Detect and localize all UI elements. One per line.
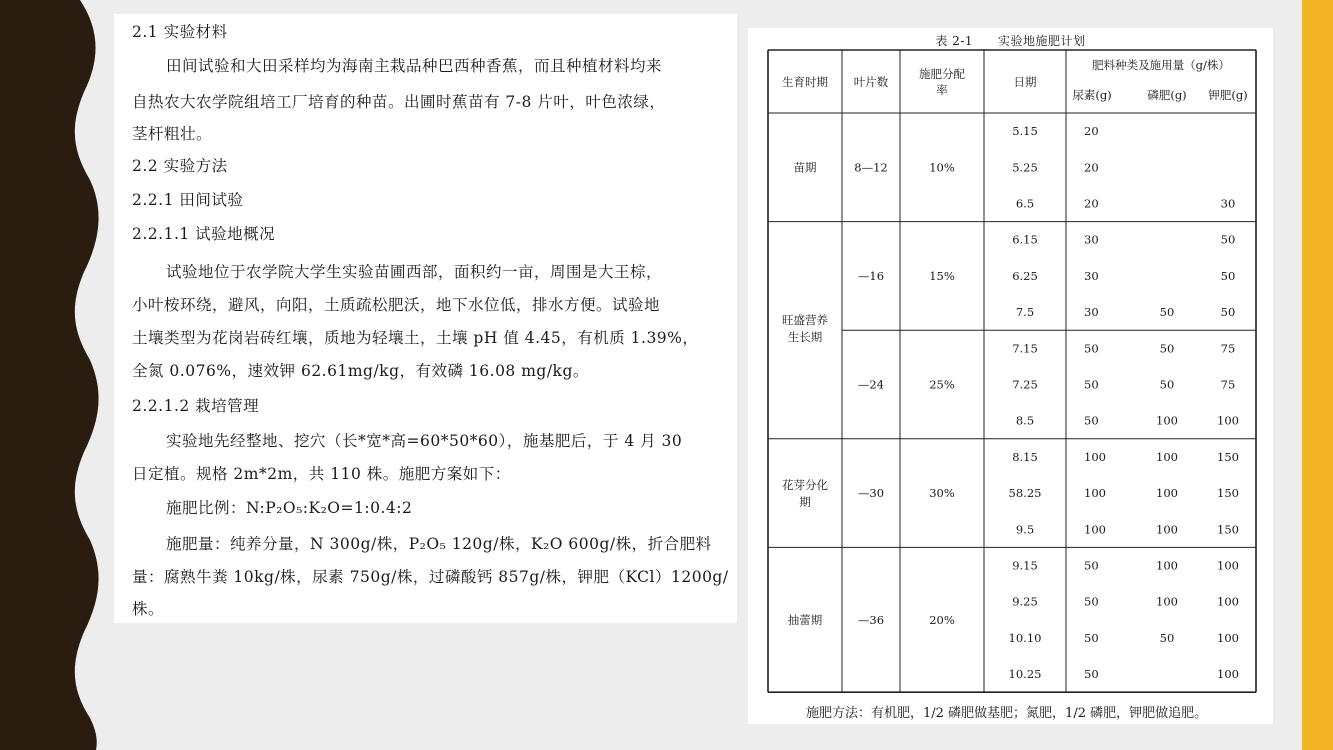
- cell-urea: 50: [1084, 341, 1099, 356]
- heading-2-2: 2.2 实验方法: [132, 157, 228, 175]
- cell-date: 7.25: [1012, 377, 1038, 392]
- paragraph-line: 株。: [132, 600, 165, 618]
- cell-date: 9.15: [1012, 558, 1038, 573]
- cell-date: 9.25: [1012, 594, 1038, 609]
- cell-date: 7.5: [1015, 305, 1035, 320]
- cell-date: 8.15: [1012, 449, 1038, 464]
- cell-urea: 50: [1084, 377, 1099, 392]
- cell-leaves: —24: [857, 377, 885, 392]
- paragraph-line: 试验地位于农学院大学生实验苗圃西部，面积约一亩，周围是大王棕，: [166, 263, 663, 281]
- paragraph-line: 小叶桉环绕，避风，向阳，土质疏松肥沃，地下水位低，排水方便。试验地: [132, 296, 661, 314]
- cell-phosphate: 100: [1156, 449, 1178, 464]
- cell-urea: 20: [1084, 160, 1099, 175]
- cell-urea: 20: [1084, 196, 1099, 211]
- cell-potash: 100: [1217, 630, 1239, 645]
- cell-date: 7.15: [1012, 341, 1038, 356]
- cell-urea: 30: [1084, 305, 1099, 320]
- cell-phosphate: 100: [1156, 594, 1178, 609]
- cell-potash: 50: [1220, 268, 1236, 283]
- cell-ratio: 10%: [929, 160, 955, 175]
- cell-ratio: 15%: [929, 268, 955, 283]
- header-ratio: 施肥分配: [919, 67, 965, 81]
- cell-urea: 20: [1084, 124, 1099, 139]
- cell-potash: 75: [1220, 377, 1236, 392]
- header-fertilizer-group: 肥料种类及施用量（g/株）: [1092, 58, 1230, 72]
- cell-phosphate: 100: [1156, 558, 1178, 573]
- cell-urea: 100: [1084, 449, 1106, 464]
- paragraph-line: 全氮 0.076%，速效钾 62.61mg/kg，有效磷 16.08 mg/kg。: [132, 362, 589, 380]
- cell-urea: 30: [1084, 232, 1099, 247]
- cell-phosphate: 100: [1156, 522, 1178, 537]
- cell-urea: 50: [1084, 667, 1099, 682]
- scanned-text-page: [114, 14, 737, 623]
- cell-urea: 100: [1084, 486, 1106, 501]
- cell-stage: 苗期: [793, 160, 817, 175]
- heading-2-2-1-1: 2.2.1.1 试验地概况: [132, 225, 276, 243]
- cell-stage-merged: 生长期: [787, 330, 823, 345]
- header-stage: 生育时期: [782, 75, 828, 89]
- cell-date: 6.15: [1012, 232, 1038, 247]
- cell-potash: 30: [1220, 196, 1236, 211]
- cell-date: 5.15: [1012, 124, 1038, 139]
- cell-potash: 100: [1217, 558, 1239, 573]
- cell-phosphate: 50: [1159, 630, 1175, 645]
- paragraph-line: 田间试验和大田采样均为海南主栽品种巴西种香蕉，而且种植材料均来: [166, 57, 663, 75]
- cell-urea: 50: [1084, 594, 1099, 609]
- cell-phosphate: 100: [1156, 486, 1178, 501]
- header-leaves: 叶片数: [853, 75, 889, 89]
- paragraph-line: 量：腐熟牛粪 10kg/株，尿素 750g/株，过磷酸钙 857g/株，钾肥（KCl）1200g/: [132, 568, 729, 586]
- cell-urea: 50: [1084, 630, 1099, 645]
- cell-stage: 花芽分化: [782, 478, 828, 493]
- cell-potash: 150: [1217, 522, 1239, 537]
- paragraph-line: 日定植。规格 2m*2m，共 110 株。施肥方案如下：: [132, 465, 511, 483]
- right-accent-bar: [1302, 0, 1333, 750]
- cell-urea: 50: [1084, 413, 1099, 428]
- cell-urea: 100: [1084, 522, 1106, 537]
- cell-leaves: —36: [857, 612, 885, 627]
- heading-2-2-1: 2.2.1 田间试验: [132, 191, 244, 209]
- cell-date: 10.10: [1008, 630, 1042, 645]
- header-ratio: 率: [936, 83, 948, 97]
- cell-phosphate: 50: [1159, 377, 1175, 392]
- cell-date: 6.25: [1012, 268, 1038, 283]
- fertilizer-ratio: 施肥比例：N:P₂O₅:K₂O=1:0.4:2: [166, 499, 413, 517]
- left-wave-decoration: [0, 0, 110, 750]
- paragraph-line: 茎杆粗壮。: [132, 125, 213, 143]
- cell-ratio: 20%: [929, 612, 955, 627]
- cell-urea: 30: [1084, 268, 1099, 283]
- cell-potash: 100: [1217, 413, 1239, 428]
- header-date: 日期: [1013, 75, 1037, 89]
- cell-date: 8.5: [1015, 413, 1035, 428]
- cell-phosphate: 50: [1159, 341, 1175, 356]
- cell-stage-merged: 旺盛营养: [782, 313, 828, 328]
- scanned-table-page: [748, 28, 1273, 724]
- cell-leaves: —30: [857, 486, 885, 501]
- table-footer-note: 施肥方法：有机肥，1/2 磷肥做基肥；氮肥，1/2 磷肥，钾肥做追肥。: [806, 706, 1208, 721]
- fertilization-table: [748, 28, 1273, 724]
- cell-date: 58.25: [1008, 486, 1042, 501]
- cell-urea: 50: [1084, 558, 1099, 573]
- paragraph-line: 土壤类型为花岗岩砖红壤，质地为轻壤土，土壤 pH 值 4.45，有机质 1.39%，: [132, 329, 699, 347]
- cell-potash: 50: [1220, 305, 1236, 320]
- header-urea: 尿素(g): [1072, 88, 1112, 102]
- cell-potash: 100: [1217, 667, 1239, 682]
- cell-date: 10.25: [1008, 667, 1042, 682]
- cell-leaves: 8—12: [854, 160, 888, 175]
- cell-potash: 150: [1217, 486, 1239, 501]
- paragraph-line: 自热农大农学院组培工厂培育的种苗。出圃时蕉苗有 7-8 片叶，叶色浓绿，: [132, 93, 666, 111]
- cell-date: 9.5: [1015, 522, 1035, 537]
- cell-date: 6.5: [1015, 196, 1035, 211]
- paragraph-line: 施肥量：纯养分量，N 300g/株，P₂O₅ 120g/株，K₂O 600g/株，折合肥料: [166, 535, 712, 553]
- cell-ratio: 30%: [929, 486, 955, 501]
- cell-phosphate: 50: [1159, 305, 1175, 320]
- paragraph-line: 实验地先经整地、挖穴（长*宽*高=60*50*60），施基肥后，于 4 月 30: [166, 432, 683, 450]
- cell-stage: 抽蕾期: [787, 612, 823, 627]
- cell-stage: 期: [799, 495, 811, 510]
- heading-2-2-1-2: 2.2.1.2 栽培管理: [132, 397, 260, 415]
- header-phosphate: 磷肥(g): [1147, 88, 1187, 102]
- cell-phosphate: 100: [1156, 413, 1178, 428]
- header-potash: 钾肥(g): [1208, 88, 1248, 102]
- cell-potash: 100: [1217, 594, 1239, 609]
- cell-potash: 150: [1217, 449, 1239, 464]
- cell-potash: 50: [1220, 232, 1236, 247]
- cell-date: 5.25: [1012, 160, 1038, 175]
- table-caption: 表 2-1 实验地施肥计划: [935, 34, 1086, 48]
- cell-leaves: —16: [857, 268, 885, 283]
- heading-2-1: 2.1 实验材料: [132, 23, 228, 41]
- cell-ratio: 25%: [929, 377, 955, 392]
- cell-potash: 75: [1220, 341, 1236, 356]
